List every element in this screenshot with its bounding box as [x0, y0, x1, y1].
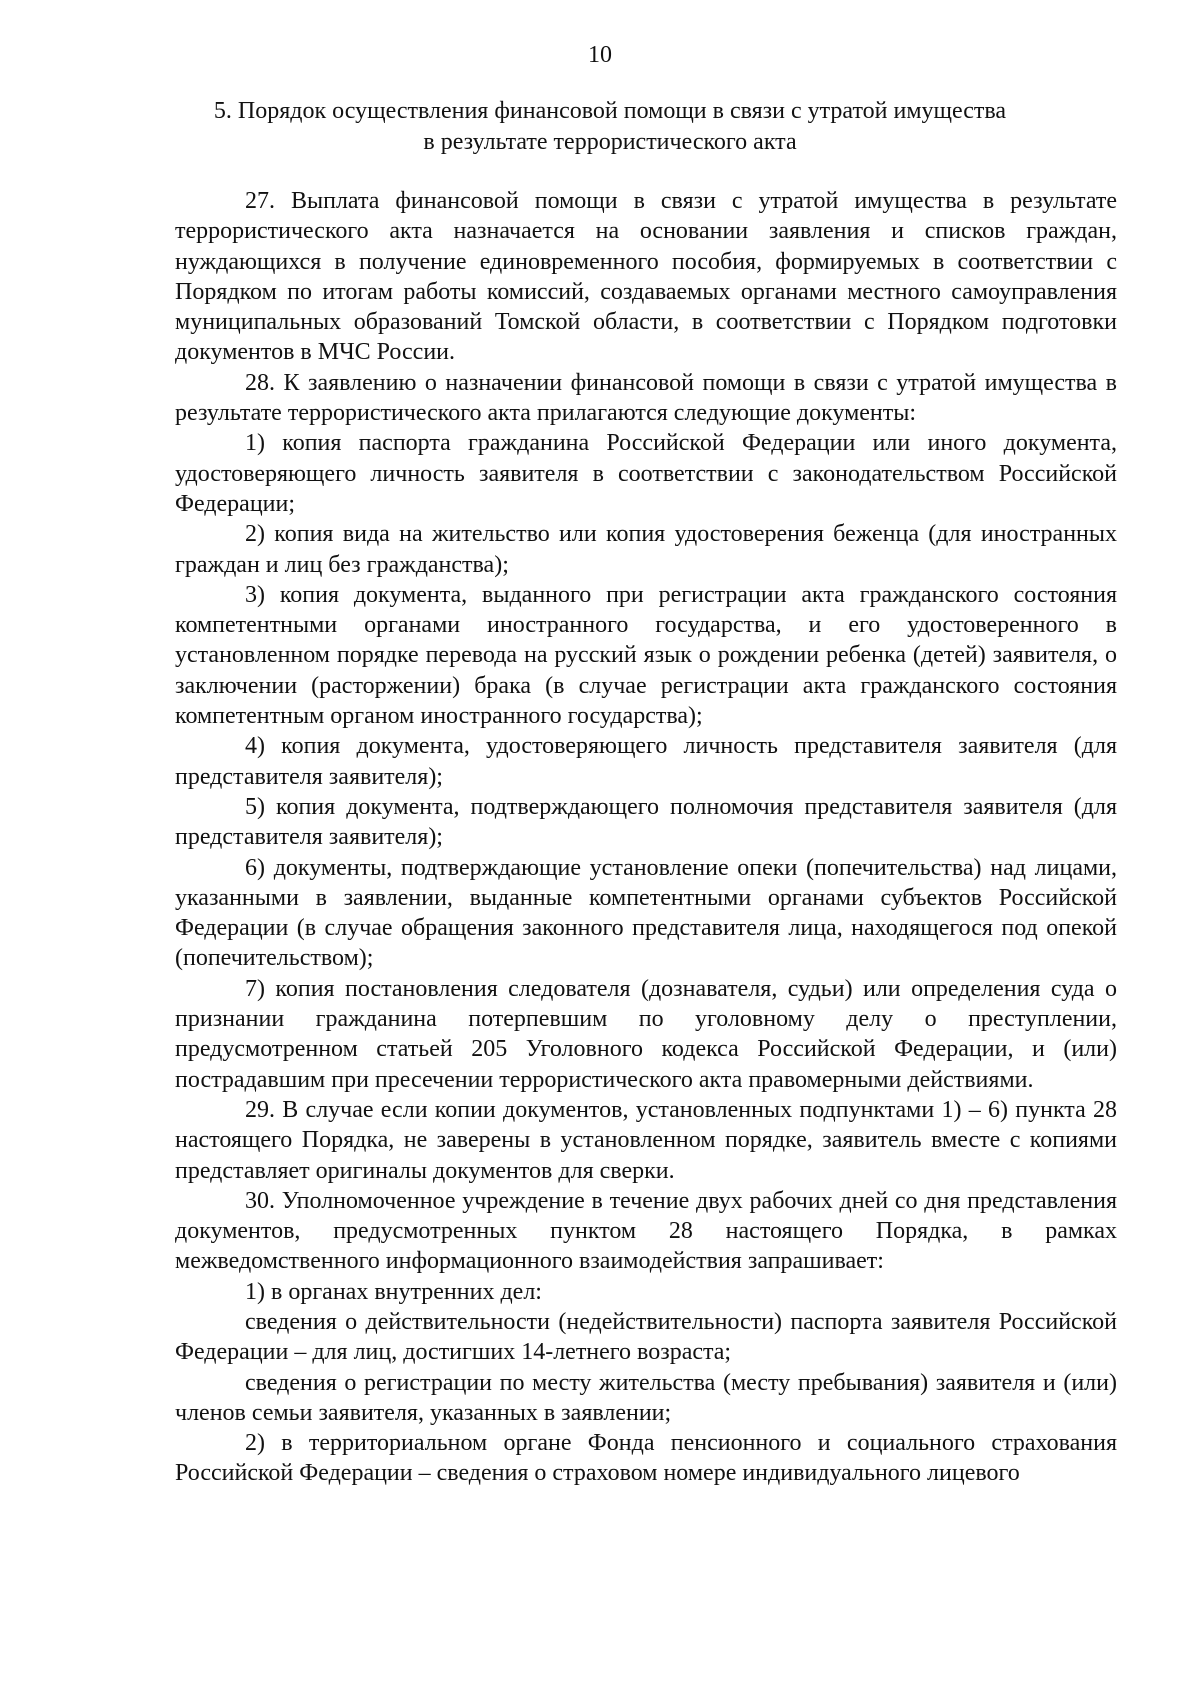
sub-item-registration: сведения о регистрации по месту жительства (месту пребывания) заявителя и (или) членов семьи заявителя, указанных в заявлении; — [175, 1369, 1117, 1426]
section-heading-line-2: в результате террористического акта — [423, 129, 797, 155]
document-body — [175, 186, 1117, 1489]
list-item-28-7: 7) копия постановления следователя (дознавателя, судьи) или определения суда о признании гражданина потерпевшим по уголовному делу о преступлении, предусмотренном статьей 205 Уголовного кодекса Российской Федерации, и (или) пострадавшим при пресечении террористического акта правомерными действиями. — [175, 975, 1117, 1093]
paragraph-29: 29. В случае если копии документов, установленных подпунктами 1) – 6) пункта 28 настоящего Порядка, не заверены в установленном порядке, заявитель вместе с копиями представляет оригиналы документов для сверки. — [175, 1096, 1117, 1184]
section-heading-line-1: 5. Порядок осуществления финансовой помощи в связи с утратой имущества — [213, 98, 1007, 124]
page-number: 10 — [588, 42, 612, 68]
list-item-28-3: 3) копия документа, выданного при регистрации акта гражданского состояния компетентными органами иностранного государства, и его удостоверенного в установленном порядке перевода на русский язык о рождении ребенка (детей) заявителя, о заключении (расторжении) брака (в случае регистрации акта гражданского состояния компетентным органом иностранного государства); — [175, 581, 1117, 730]
sub-item-passport-validity: сведения о действительности (недействительности) паспорта заявителя Российской Федерации – для лиц, достигших 14-летнего возраста; — [175, 1308, 1117, 1366]
section-heading — [160, 96, 1060, 158]
list-item-28-1: 1) копия паспорта гражданина Российской Федерации или иного документа, удостоверяющего личность заявителя в соответствии с законодательством Российской Федерации; — [175, 430, 1117, 517]
list-item-28-2: 2) копия вида на жительство или копия удостоверения беженца (для иностранных граждан и лиц без гражданства); — [175, 521, 1117, 578]
list-item-28-4: 4) копия документа, удостоверяющего личность представителя заявителя (для представителя заявителя); — [175, 733, 1117, 790]
paragraph-28: 28. К заявлению о назначении финансовой помощи в связи с утратой имущества в результате террористического акта прилагаются следующие документы: — [175, 369, 1117, 427]
list-item-30-1: 1) в органах внутренних дел: — [245, 1278, 542, 1305]
list-item-30-2: 2) в территориальном органе Фонда пенсионного и социального страхования Российской Федерации – сведения о страховом номере индивидуального лицевого — [175, 1430, 1117, 1487]
list-item-28-5: 5) копия документа, подтверждающего полномочия представителя заявителя (для представителя заявителя); — [175, 793, 1117, 851]
paragraph-27: 27. Выплата финансовой помощи в связи с утратой имущества в результате террористического акта назначается на основании заявления и списков граждан, нуждающихся в получение единовременного пособия, формируемых в соответствии с Порядком по итогам работы комиссий, создаваемых органами местного самоуправления муниципальных образований Томской области, в соответствии с Порядком подготовки документов в МЧС России. — [175, 188, 1117, 366]
paragraph-30: 30. Уполномоченное учреждение в течение двух рабочих дней со дня представления документов, предусмотренных пунктом 28 настоящего Порядка, в рамках межведомственного информационного взаимодействия запрашивает: — [175, 1187, 1117, 1275]
list-item-28-6: 6) документы, подтверждающие установление опеки (попечительства) над лицами, указанными в заявлении, выданные компетентными органами субъектов Российской Федерации (в случае обращения законного представителя лица, находящегося под опекой (попечительством); — [175, 854, 1117, 972]
